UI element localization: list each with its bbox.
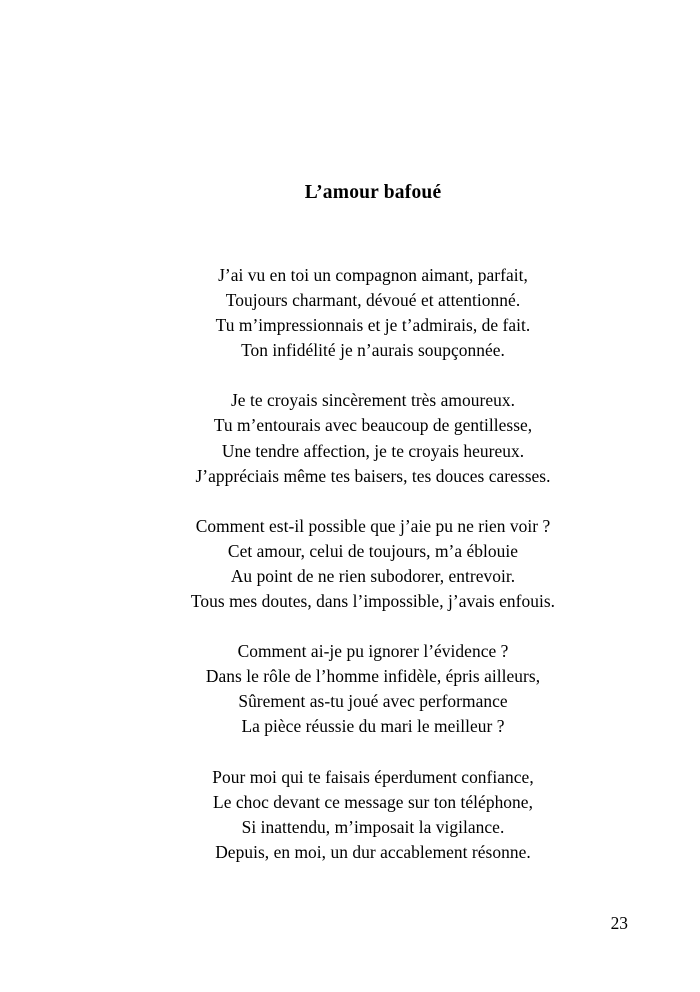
verse-line: Dans le rôle de l’homme infidèle, épris ailleurs, xyxy=(205,666,541,687)
stanza xyxy=(0,514,700,614)
page-title: L’amour bafoué xyxy=(304,182,442,204)
verse-line: Sûrement as-tu joué avec performance xyxy=(238,691,508,712)
stanza xyxy=(0,263,700,363)
verse-line: Ton infidélité je n’aurais soupçonnée. xyxy=(241,340,505,361)
verse-line: J’ai vu en toi un compagnon aimant, parfait, xyxy=(218,265,528,285)
verse-line: Pour moi qui te faisais éperdument confiance, xyxy=(212,766,534,787)
stanza xyxy=(0,388,700,488)
verse-line: Une tendre affection, je te croyais heureux. xyxy=(221,440,525,461)
verse-line: Tu m’impressionnais et je t’admirais, de fait. xyxy=(215,315,531,336)
verse-line: Comment ai-je pu ignorer l’évidence ? xyxy=(237,641,509,662)
verse-line: Si inattendu, m’imposait la vigilance. xyxy=(241,816,505,837)
verse-line: Le choc devant ce message sur ton téléphone, xyxy=(213,791,533,812)
verse-line: Tous mes doutes, dans l’impossible, j’avais enfouis. xyxy=(190,591,556,612)
verse-line: Comment est-il possible que j’aie pu ne rien voir ? xyxy=(195,515,551,536)
poem-body xyxy=(0,263,700,865)
verse-line: Au point de ne rien subodorer, entrevoir. xyxy=(230,565,516,586)
verse-line: Depuis, en moi, un dur accablement résonne. xyxy=(215,841,531,862)
verse-line: Tu m’entourais avec beaucoup de gentillesse, xyxy=(213,415,533,436)
verse-line: Toujours charmant, dévoué et attentionné. xyxy=(225,290,521,311)
verse-line: Je te croyais sincèrement très amoureux. xyxy=(230,390,515,411)
verse-line: Cet amour, celui de toujours, m’a éblouie xyxy=(227,540,519,561)
verse-line: La pièce réussie du mari le meilleur ? xyxy=(241,716,505,737)
verse-line: J’appréciais même tes baisers, tes douces caresses. xyxy=(195,465,551,486)
stanza xyxy=(0,639,700,739)
stanza xyxy=(0,765,700,865)
page-number: 23 xyxy=(610,913,628,933)
